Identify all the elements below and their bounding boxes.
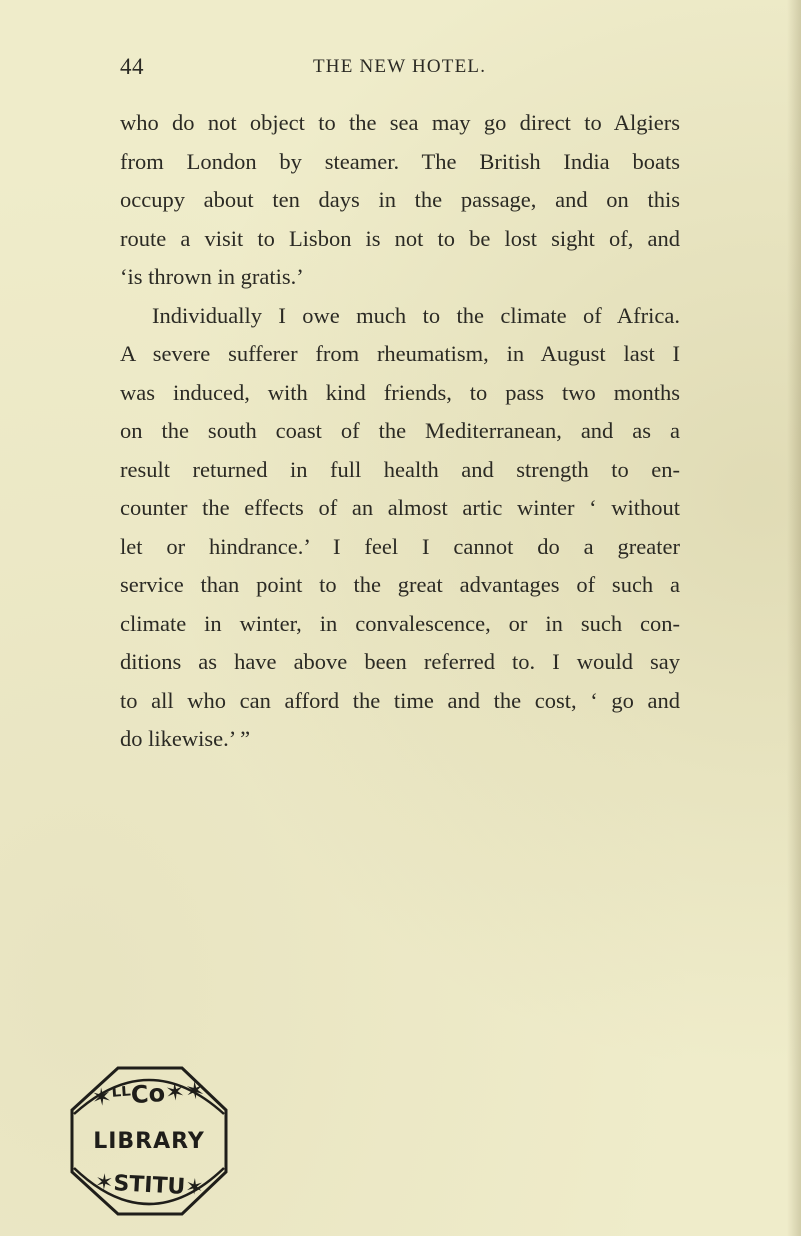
text-line: climate in winter, in convalescence, or in such con- (120, 610, 680, 636)
text-line: A severe sufferer from rheumatism, in August last I (120, 341, 680, 366)
text-line: was induced, with kind friends, to pass two months (120, 379, 680, 405)
text-line: result returned in full health and strength to en- (120, 456, 680, 482)
running-head: THE NEW HOTEL. (313, 56, 487, 77)
page-header (120, 54, 680, 84)
text-line: let or hindrance.’ I feel I cannot do a greater (120, 533, 680, 559)
text-line: from London by steamer. The British India boats (120, 148, 680, 174)
body-text (120, 104, 680, 759)
page-number: 44 (120, 54, 144, 79)
library-stamp-graphic (60, 1052, 238, 1228)
stamp-arch-text: ✶ᴸᴸCo✶✶ (90, 1076, 207, 1112)
stamp-bottom-text: ✶STITU✶ (94, 1170, 205, 1201)
text-line: ditions as have above been referred to. I would say (120, 649, 680, 674)
page-edge-shadow (787, 0, 801, 1236)
text-line: counter the effects of an almost artic winter ‘ without (120, 495, 680, 520)
library-stamp (60, 1052, 238, 1228)
text-line: who do not object to the sea may go direct to Algiers (120, 110, 680, 135)
text-line: route a visit to Lisbon is not to be lost sight of, and (120, 225, 680, 251)
text-line: on the south coast of the Mediterranean, and as a (120, 418, 680, 443)
text-line: to all who can afford the time and the cost, ‘ go and (120, 687, 680, 713)
text-line: service than point to the great advantages of such a (120, 572, 680, 597)
text-line: do likewise.’ ” (120, 726, 251, 751)
stamp-center-text: LIBRARY (93, 1129, 205, 1154)
text-line: Individually I owe much to the climate of Africa. (152, 302, 680, 328)
text-line: ‘is thrown in gratis.’ (120, 264, 304, 289)
text-line: occupy about ten days in the passage, and on this (120, 187, 680, 212)
